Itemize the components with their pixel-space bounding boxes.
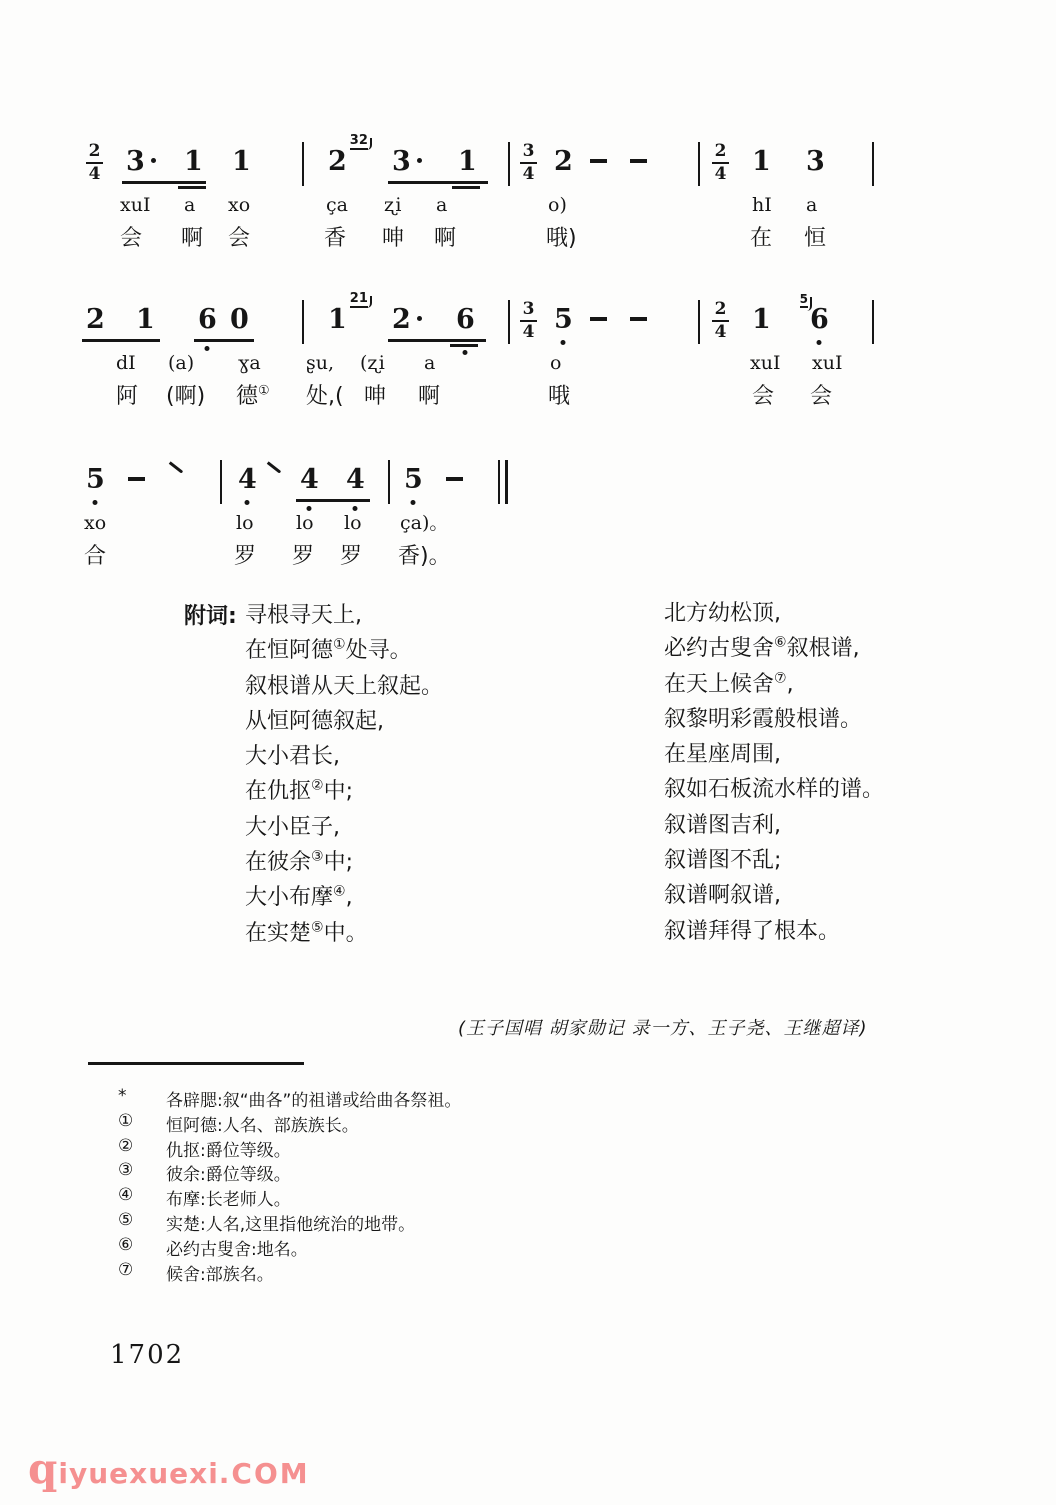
time-signature (712, 301, 729, 341)
lyric-chinese: 阿 (116, 384, 139, 409)
note-5: 5 (554, 306, 573, 333)
fuci-left-column (245, 598, 443, 951)
lyric-roman: o (550, 352, 562, 374)
lyric-roman: ʂu, (306, 352, 335, 374)
footnote-ref: ④ (333, 884, 346, 901)
footnote-item (118, 1111, 461, 1136)
lyric-roman: xo (84, 512, 107, 534)
barline (302, 142, 304, 186)
note-2: 2 (392, 306, 411, 333)
footnote-text: 候舍:部族名。 (166, 1264, 274, 1285)
lyric-roman: ɣa (238, 352, 261, 374)
low-octave-dot (411, 500, 416, 505)
beam-line (178, 186, 206, 189)
lyric-chinese: 会 (810, 384, 833, 409)
barline (698, 142, 700, 186)
lyric-chinese: 处,( (306, 384, 344, 409)
lyric-roman: (a) (168, 352, 195, 374)
fuci-line: 从恒阿德叙起, (245, 708, 384, 734)
footnote-text: 实楚:人名,这里指他统治的地带。 (166, 1214, 416, 1235)
time-sig-numerator: 3 (522, 299, 535, 319)
final-barline (498, 460, 508, 504)
time-sig-numerator: 3 (522, 141, 535, 161)
music-line-2 (0, 291, 1056, 426)
lyric-chinese: 啊 (418, 384, 441, 409)
fuci-line: 大小布摩④, (245, 884, 353, 911)
time-sig-denominator: 4 (714, 322, 727, 342)
lyric-roman: lo (344, 512, 362, 534)
lyric-chinese: 哦) (546, 226, 577, 251)
barline (872, 300, 874, 344)
sustain-dash (630, 159, 647, 163)
note-4: 4 (238, 466, 257, 493)
credits-line: (王子国唱 胡家勋记 录一方、王子尧、王继超译) (458, 1018, 868, 1039)
note-2: 2 (86, 304, 105, 335)
footnote-text: 必约古叟舍:地名。 (166, 1239, 308, 1260)
beam-line (194, 339, 254, 342)
lyric-roman: xuI (750, 352, 781, 374)
barline (508, 300, 510, 344)
beam-line (122, 181, 206, 184)
grace-notes: 21 (349, 291, 368, 306)
note-6: 6 5 (810, 306, 829, 333)
note-1: 1 (752, 146, 771, 177)
time-sig-denominator: 4 (522, 322, 535, 342)
footnote-text: 仇抠:爵位等级。 (166, 1140, 291, 1161)
lyric-roman: a (184, 194, 196, 216)
fuci-line: 在星座周围, (664, 742, 781, 768)
fuci-line: 叙谱拜得了根本。 (664, 918, 841, 944)
footnote-marker: * (118, 1086, 127, 1106)
barline (508, 142, 510, 186)
note-4: 4 (346, 466, 365, 493)
lyric-roman: ça (326, 194, 348, 216)
note-1: 1 (136, 304, 155, 335)
footnote-ref: ② (311, 778, 324, 795)
lyric-chinese: 恒 (804, 226, 827, 251)
beam-line (450, 344, 478, 347)
sustain-dash (128, 477, 145, 481)
fuci-line: 叙谱啊叙谱, (664, 883, 781, 909)
lyric-chinese: 啊 (181, 226, 204, 251)
sustain-dash (630, 317, 647, 321)
fuci-line: 叙谱图不乱; (664, 848, 782, 874)
lyric-chinese: 在 (750, 226, 773, 251)
page-number: 1702 (110, 1340, 185, 1370)
lyric-chinese: 香 (324, 226, 347, 251)
low-octave-dot (93, 500, 98, 505)
low-octave-dot (205, 346, 210, 351)
fuci-line: 必约古叟舍⑥叙根谱, (664, 634, 860, 662)
footnote-marker: ② (118, 1135, 134, 1156)
footnote-text: 恒阿德:人名、部族族长。 (166, 1115, 359, 1136)
grace-notes: 32 (349, 133, 368, 148)
time-sig-numerator: 2 (88, 141, 101, 161)
note-1: 1 (184, 146, 203, 177)
footnote-ref: ① (258, 383, 270, 399)
footnote-ref: ⑦ (774, 670, 787, 687)
lyric-chinese: 罗 (340, 544, 363, 569)
note-4: 4 (300, 466, 319, 493)
lyric-chinese: 啊 (434, 226, 457, 251)
time-sig-numerator: 2 (714, 141, 727, 161)
fuci-line: 在恒阿德①处寻。 (245, 636, 412, 664)
fuci-line: 寻根寻天上, (245, 603, 362, 628)
note-1: 1 (752, 304, 771, 335)
fuci-line: 在实楚⑤中。 (245, 919, 368, 946)
fuci-line: 大小臣子, (245, 814, 340, 840)
note-5: 5 (86, 466, 105, 493)
watermark (28, 1444, 310, 1493)
note-2: 2 (554, 146, 573, 177)
lyric-chinese: 会 (120, 226, 143, 251)
lyric-roman: xo (228, 194, 251, 216)
note-0: 0 (230, 304, 249, 335)
fuci-line: 在天上候舍⑦, (664, 670, 794, 697)
lyric-chinese: 合 (84, 544, 107, 569)
barline (872, 142, 874, 186)
note-1: 1 (458, 146, 477, 177)
footnote-item (118, 1210, 461, 1235)
lyric-roman: a (806, 194, 818, 216)
footnote-marker: ③ (118, 1160, 134, 1181)
footnote-item (118, 1260, 461, 1285)
footnote-item (118, 1136, 461, 1161)
lyric-roman: xuI (120, 194, 151, 216)
fuci-line: 在仇抠②中; (245, 778, 353, 805)
time-sig-denominator: 4 (522, 164, 535, 184)
footnote-marker: ① (118, 1110, 134, 1131)
lyric-roman: lo (296, 512, 314, 534)
note-1: 1 (232, 146, 251, 177)
time-signature (712, 143, 729, 183)
watermark-logo-q: q (28, 1444, 58, 1493)
low-octave-dot (463, 350, 468, 355)
note-5: 5 (404, 466, 423, 493)
footnotes-list (118, 1086, 461, 1284)
lyric-chinese: 呻 (364, 384, 387, 409)
slide-mark (169, 461, 183, 473)
dotted-note-dot (417, 316, 422, 321)
note-3: 3 (126, 148, 145, 175)
barline (698, 300, 700, 344)
sustain-dash (446, 477, 463, 481)
lyric-chinese: 会 (228, 226, 251, 251)
footnote-marker: ⑥ (118, 1234, 134, 1255)
footnote-ref: ① (333, 636, 346, 653)
footnote-item (118, 1185, 461, 1210)
lyric-roman: (ʐi (360, 352, 385, 374)
sustain-dash (590, 317, 607, 321)
beam-line (82, 339, 160, 342)
lyric-roman: a (436, 194, 448, 216)
low-octave-dot (307, 506, 312, 511)
beam-line (388, 181, 488, 184)
fuci-line: 叙如石板流水样的谱。 (664, 777, 885, 803)
lyric-chinese: 香)。 (398, 544, 451, 569)
time-sig-denominator: 4 (88, 164, 101, 184)
lyric-chinese: (啊) (166, 384, 206, 409)
footnote-ref: ⑥ (774, 634, 787, 651)
watermark-body: iyuexuexi (58, 1457, 219, 1490)
note-2: 2 32 (328, 133, 368, 177)
note-6: 6 (198, 306, 217, 333)
music-line-1 (0, 133, 1056, 268)
fuci-right-column (664, 596, 884, 949)
low-octave-dot (817, 340, 822, 345)
watermark-suffix: .COM (218, 1457, 310, 1490)
time-signature (520, 301, 537, 341)
lyric-roman: dI (116, 352, 136, 374)
lyric-roman: hI (752, 194, 772, 216)
time-sig-numerator: 2 (714, 299, 727, 319)
fuci-line: 北方幼松顶, (664, 601, 781, 626)
footnote-text: 彼余:爵位等级。 (166, 1165, 291, 1186)
beam-line (296, 499, 370, 502)
barline (220, 460, 222, 504)
lyric-roman: lo (236, 512, 254, 534)
grace-note: 5 (799, 292, 808, 306)
time-sig-denominator: 4 (714, 164, 727, 184)
low-octave-dot (245, 500, 250, 505)
fuci-label: 附词: (184, 604, 237, 629)
time-signature (520, 143, 537, 183)
fuci-line: 叙根谱从天上叙起。 (245, 673, 444, 699)
footnote-item (118, 1086, 461, 1111)
dotted-note-dot (417, 158, 422, 163)
footnote-text: 各辟腮:叙“曲各”的祖谱或给曲各祭祖。 (166, 1091, 462, 1111)
low-octave-dot (353, 506, 358, 511)
note-3: 3 (806, 146, 825, 177)
barline (302, 300, 304, 344)
lyric-chinese: 罗 (292, 544, 315, 569)
lyric-roman: xuI (812, 352, 843, 374)
lyric-chinese: 罗 (234, 544, 257, 569)
footnote-ref: ③ (311, 848, 324, 865)
barline (388, 460, 390, 504)
footnote-text: 布摩:长老师人。 (166, 1190, 291, 1211)
lyric-chinese: 德① (236, 383, 270, 409)
fuci-line: 叙黎明彩霞般根谱。 (664, 706, 863, 732)
time-signature (86, 143, 103, 183)
lyric-chinese: 呻 (382, 226, 405, 251)
lyric-chinese: 哦 (548, 384, 571, 409)
fuci-line: 大小君长, (245, 744, 340, 770)
sustain-dash (590, 159, 607, 163)
beam-line (452, 186, 480, 189)
lyric-roman: ça)。 (400, 512, 449, 534)
dotted-note-dot (151, 158, 156, 163)
lyric-roman: ʐi (384, 194, 402, 216)
lyric-chinese: 会 (752, 384, 775, 409)
fuci-line: 在彼余③中; (245, 848, 353, 876)
footnote-item (118, 1160, 461, 1185)
beam-line (388, 339, 486, 342)
music-line-3 (0, 466, 1056, 586)
footnote-ref: ⑤ (311, 919, 324, 936)
low-octave-dot (561, 340, 566, 345)
note-3: 3 (392, 148, 411, 175)
footnote-marker: ④ (118, 1185, 134, 1206)
footnote-marker: ⑤ (118, 1209, 134, 1230)
slide-mark (267, 461, 281, 473)
footnote-marker: ⑦ (118, 1259, 134, 1280)
footnote-item (118, 1235, 461, 1260)
note-1: 1 21 (328, 291, 368, 335)
lyric-roman: o) (548, 194, 567, 216)
fuci-line: 叙谱图吉利, (664, 812, 781, 838)
note-6: 6 (456, 306, 475, 333)
footnote-separator (88, 1062, 304, 1065)
lyric-roman: a (424, 352, 436, 374)
